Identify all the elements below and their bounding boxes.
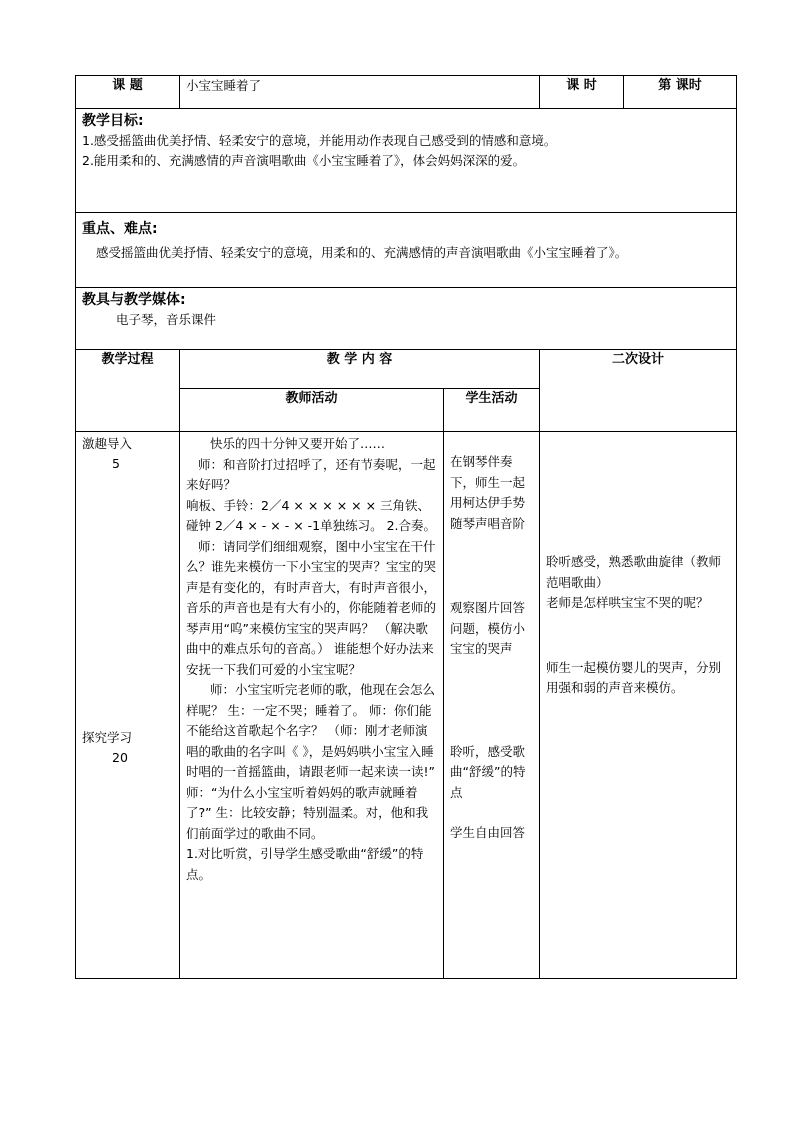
content-label: 教 学 内 容 [180,350,540,389]
teacher-line-6: 1.对比听赏，引导学生感受歌曲“舒缓”的特点。 [186,846,424,882]
media-row [76,288,737,350]
student-line-3: 聆听，感受歌曲“舒缓”的特点 [450,743,526,800]
key-points-row [76,213,737,288]
teacher-activity-label: 教师活动 [180,389,444,432]
student-line-2: 观察图片回答问题，模仿小宝宝的哭声 [450,600,526,656]
goal-item-2: 2.能用柔和的、充满感情的声音演唱歌曲《小宝宝睡着了》，体会妈妈深深的爱。 [82,153,526,168]
second-design-cell [540,432,737,979]
teacher-activity-cell [180,432,444,979]
teacher-line-1: 快乐的四十分钟又要开始了…… [210,436,386,451]
stage1-minutes: 5 [112,456,120,471]
goals-cell [76,109,737,213]
teacher-line-5: 师：小宝宝听完老师的歌，他现在会怎么样呢？ 生：一定不哭；睡着了。 师：你们能不能给这首歌起个名字？ （师：刚才老师演唱的歌曲的名字叫《 》，是妈妈哄小宝宝入睡时唱的一首摇篮曲，请跟老师一起来读一读!” 师：“为什么小宝宝听着妈妈的歌声就睡着了?” 生：比较安静；特别温柔。对，他和我们前面学过的歌曲不同。 [186,682,436,841]
student-activity-cell [444,432,540,979]
topic-label: 课 题 [76,76,180,109]
process-label: 教学过程 [76,350,180,432]
period-label: 课 时 [540,76,624,109]
lesson-plan-table [75,75,737,979]
stage2-name: 探究学习 [82,730,133,745]
second-line-1: 聆听感受，熟悉歌曲旋律（教师范唱歌曲） [546,554,722,590]
media-text: 电子琴，音乐课件 [116,312,217,327]
student-activity-label: 学生活动 [444,389,540,432]
teacher-line-2: 师：和音阶打过招呼了，还有节奏呢，一起来好吗？ [186,456,436,492]
process-header-row [76,350,737,389]
media-title: 教具与教学媒体: [82,292,186,308]
student-line-1: 在钢琴伴奏下，师生一起用柯达伊手势随琴声唱音阶 [450,454,526,531]
goal-item-1: 1.感受摇篮曲优美抒情、轻柔安宁的意境，并能用动作表现自己感受到的情感和意境。 [82,133,557,148]
student-line-4: 学生自由回答 [450,825,526,840]
goals-row [76,109,737,213]
stage2-minutes: 20 [112,750,128,765]
process-body-row [76,432,737,979]
second-line-2: 老师是怎样哄宝宝不哭的呢？ [546,595,709,610]
stage1-name: 激趣导入 [82,436,133,451]
key-points-text: 感受摇篮曲优美抒情、轻柔安宁的意境，用柔和的、充满感情的声音演唱歌曲《小宝宝睡着了》。 [96,245,628,260]
topic-value: 小宝宝睡着了 [180,76,540,109]
goals-title: 教学目标: [82,113,144,129]
period-value: 第 课时 [624,76,737,109]
header-row [76,76,737,109]
media-cell [76,288,737,350]
second-line-3: 师生一起模仿婴儿的哭声，分别用强和弱的声音来模仿。 [546,659,722,695]
stage-cell [76,432,180,979]
key-points-title: 重点、难点: [82,221,158,237]
second-design-label: 二次设计 [540,350,737,432]
teacher-line-4: 师：请同学们细细观察，图中小宝宝在干什么？谁先来模仿一下小宝宝的哭声？宝宝的哭声是有变化的，有时声音大，有时声音很小，音乐的声音也是有大有小的，你能随着老师的琴声用“呜”来模仿宝宝的哭声吗？ （解决歌曲中的难点乐句的音高。） 谁能想个好办法来安抚一下我们可爱的小宝宝呢？ [186,538,437,677]
teacher-line-3: 响板、手铃：2／4 × × × × × × 三角铁、碰钟 2／4 × - × - × -1单独练习。 2.合奏。 [186,497,437,533]
key-points-cell [76,213,737,288]
